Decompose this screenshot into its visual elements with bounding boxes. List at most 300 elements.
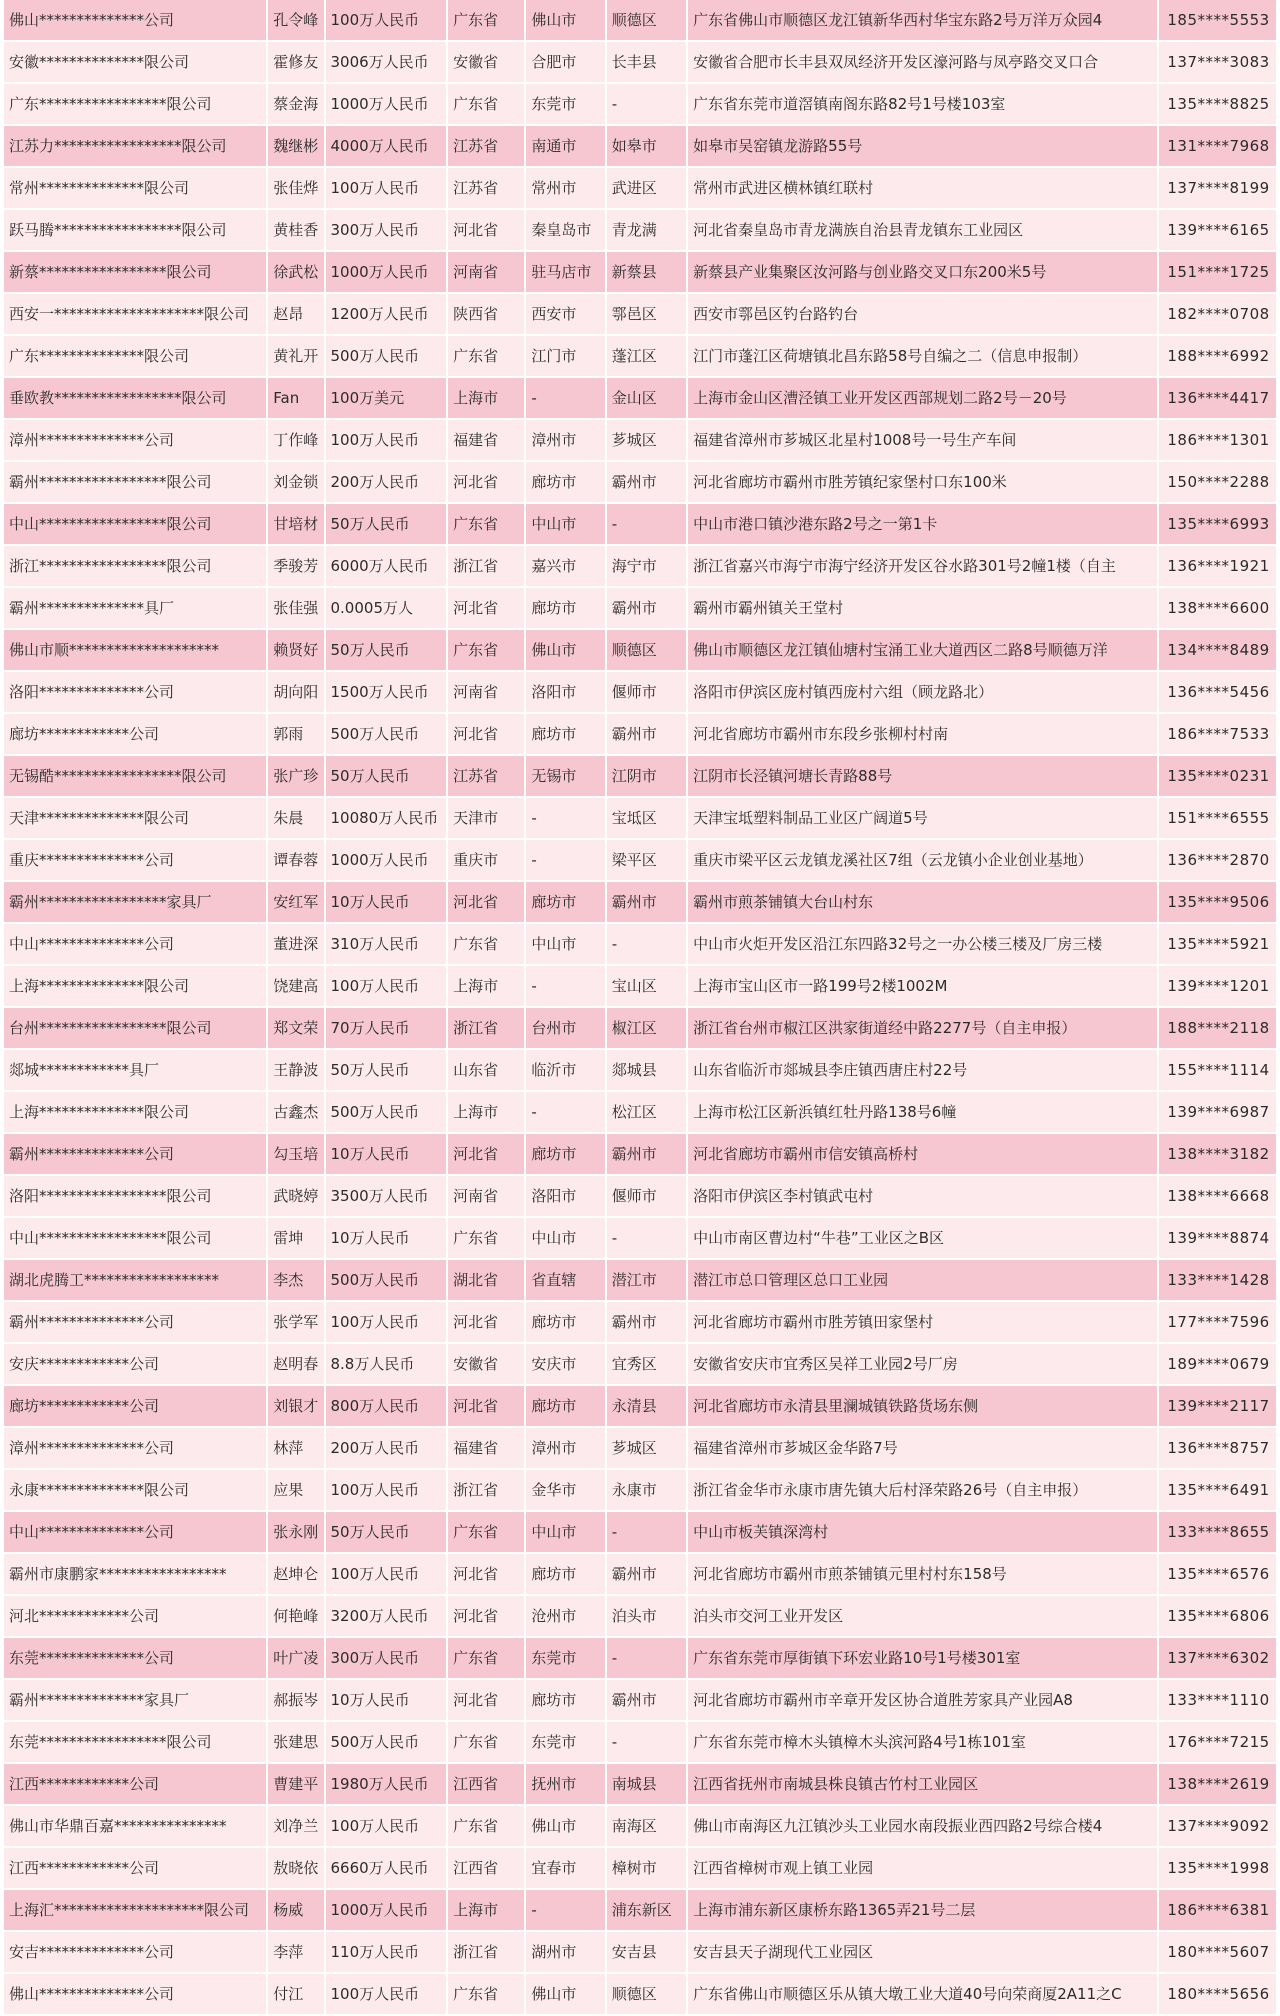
registered-capital-cell: 10万人民币 <box>326 1218 447 1260</box>
company-name-cell: 西安一********************限公司 <box>4 294 266 336</box>
company-name-cell: 洛阳**************公司 <box>4 672 266 714</box>
legal-person-cell: 赵明春 <box>268 1344 323 1386</box>
province-cell: 河北省 <box>448 1680 524 1722</box>
city-cell: 廊坊市 <box>526 882 604 924</box>
province-cell: 广东省 <box>448 924 524 966</box>
province-cell: 河北省 <box>448 1386 524 1428</box>
phone-cell: 135****6491 <box>1159 1470 1276 1512</box>
phone-cell: 139****6165 <box>1159 210 1276 252</box>
district-cell: 宝坻区 <box>607 798 686 840</box>
province-cell: 广东省 <box>448 0 524 42</box>
legal-person-cell: 董进深 <box>268 924 323 966</box>
table-row <box>4 1848 1276 1890</box>
district-cell: 鄠邑区 <box>607 294 686 336</box>
registered-capital-cell: 1000万人民币 <box>326 252 447 294</box>
legal-person-cell: 甘培材 <box>268 504 323 546</box>
table-row <box>4 1344 1276 1386</box>
registered-capital-cell: 10万人民币 <box>326 882 447 924</box>
district-cell: 泊头市 <box>607 1596 686 1638</box>
table-row <box>4 420 1276 462</box>
table-row <box>4 924 1276 966</box>
legal-person-cell: 朱晨 <box>268 798 323 840</box>
company-name-cell: 中山**************公司 <box>4 924 266 966</box>
province-cell: 河北省 <box>448 462 524 504</box>
district-cell: - <box>607 504 686 546</box>
table-row <box>4 1008 1276 1050</box>
address-cell: 西安市鄠邑区钓台路钓台 <box>688 294 1157 336</box>
province-cell: 上海市 <box>448 1092 524 1134</box>
district-cell: 潜江市 <box>607 1260 686 1302</box>
address-cell: 江西省樟树市观上镇工业园 <box>688 1848 1157 1890</box>
table-row <box>4 672 1276 714</box>
company-name-cell: 上海**************限公司 <box>4 1092 266 1134</box>
province-cell: 广东省 <box>448 1512 524 1554</box>
table-row <box>4 42 1276 84</box>
address-cell: 上海市金山区漕泾镇工业开发区西部规划二路2号－20号 <box>688 378 1157 420</box>
table-row <box>4 1974 1276 2016</box>
city-cell: 洛阳市 <box>526 672 604 714</box>
city-cell: - <box>526 1890 604 1932</box>
company-name-cell: 垂欧教*****************限公司 <box>4 378 266 420</box>
phone-cell: 182****0708 <box>1159 294 1276 336</box>
table-row <box>4 1764 1276 1806</box>
address-cell: 上海市松江区新浜镇红牡丹路138号6幢 <box>688 1092 1157 1134</box>
registered-capital-cell: 300万人民币 <box>326 1638 447 1680</box>
table-row <box>4 1722 1276 1764</box>
company-name-cell: 上海汇********************限公司 <box>4 1890 266 1932</box>
company-name-cell: 广东**************限公司 <box>4 336 266 378</box>
table-row <box>4 126 1276 168</box>
phone-cell: 138****2619 <box>1159 1764 1276 1806</box>
table-row <box>4 168 1276 210</box>
district-cell: 永康市 <box>607 1470 686 1512</box>
phone-cell: 136****2870 <box>1159 840 1276 882</box>
table-row <box>4 630 1276 672</box>
phone-cell: 151****1725 <box>1159 252 1276 294</box>
company-name-cell: 中山*****************限公司 <box>4 504 266 546</box>
table-row <box>4 1092 1276 1134</box>
table-row <box>4 1176 1276 1218</box>
city-cell: 东莞市 <box>526 1722 604 1764</box>
city-cell: 廊坊市 <box>526 1386 604 1428</box>
province-cell: 广东省 <box>448 1218 524 1260</box>
phone-cell: 138****6668 <box>1159 1176 1276 1218</box>
city-cell: 东莞市 <box>526 84 604 126</box>
province-cell: 广东省 <box>448 84 524 126</box>
registered-capital-cell: 100万人民币 <box>326 966 447 1008</box>
registered-capital-cell: 1200万人民币 <box>326 294 447 336</box>
address-cell: 中山市火炬开发区沿江东四路32号之一办公楼三楼及厂房三楼 <box>688 924 1157 966</box>
company-name-cell: 东莞**************公司 <box>4 1638 266 1680</box>
registered-capital-cell: 50万人民币 <box>326 504 447 546</box>
registered-capital-cell: 10万人民币 <box>326 1134 447 1176</box>
registered-capital-cell: 70万人民币 <box>326 1008 447 1050</box>
legal-person-cell: 李杰 <box>268 1260 323 1302</box>
registered-capital-cell: 100万人民币 <box>326 0 447 42</box>
phone-cell: 135****8825 <box>1159 84 1276 126</box>
city-cell: 抚州市 <box>526 1764 604 1806</box>
registered-capital-cell: 50万人民币 <box>326 1050 447 1092</box>
company-name-cell: 中山**************公司 <box>4 1512 266 1554</box>
company-name-cell: 重庆**************公司 <box>4 840 266 882</box>
company-table <box>2 0 1278 2016</box>
city-cell: - <box>526 798 604 840</box>
table-row <box>4 504 1276 546</box>
address-cell: 河北省廊坊市永清县里澜城镇铁路货场东侧 <box>688 1386 1157 1428</box>
legal-person-cell: 赖贤好 <box>268 630 323 672</box>
table-row <box>4 714 1276 756</box>
table-row <box>4 840 1276 882</box>
company-name-cell: 霸州**************家具厂 <box>4 1680 266 1722</box>
district-cell: 樟树市 <box>607 1848 686 1890</box>
phone-cell: 139****2117 <box>1159 1386 1276 1428</box>
district-cell: 椒江区 <box>607 1008 686 1050</box>
legal-person-cell: 蔡金海 <box>268 84 323 126</box>
company-name-cell: 河北************公司 <box>4 1596 266 1638</box>
legal-person-cell: 刘金锁 <box>268 462 323 504</box>
legal-person-cell: 曹建平 <box>268 1764 323 1806</box>
address-cell: 上海市浦东新区康桥东路1365弄21号二层 <box>688 1890 1157 1932</box>
phone-cell: 177****7596 <box>1159 1302 1276 1344</box>
province-cell: 广东省 <box>448 630 524 672</box>
legal-person-cell: 谭春蓉 <box>268 840 323 882</box>
table-row <box>4 1512 1276 1554</box>
registered-capital-cell: 1980万人民币 <box>326 1764 447 1806</box>
phone-cell: 135****1998 <box>1159 1848 1276 1890</box>
company-name-cell: 安徽**************限公司 <box>4 42 266 84</box>
registered-capital-cell: 1000万人民币 <box>326 840 447 882</box>
address-cell: 广东省东莞市厚街镇下环宏业路10号1号楼301室 <box>688 1638 1157 1680</box>
table-row <box>4 882 1276 924</box>
table-row <box>4 1386 1276 1428</box>
city-cell: 佛山市 <box>526 1806 604 1848</box>
registered-capital-cell: 1500万人民币 <box>326 672 447 714</box>
address-cell: 浙江省台州市椒江区洪家街道经中路2277号（自主申报） <box>688 1008 1157 1050</box>
phone-cell: 188****2118 <box>1159 1008 1276 1050</box>
address-cell: 山东省临沂市郯城县李庄镇西唐庄村22号 <box>688 1050 1157 1092</box>
table-row <box>4 1554 1276 1596</box>
province-cell: 浙江省 <box>448 1470 524 1512</box>
district-cell: - <box>607 924 686 966</box>
province-cell: 江西省 <box>448 1848 524 1890</box>
table-row <box>4 462 1276 504</box>
company-name-cell: 佛山市华鼎百嘉*************** <box>4 1806 266 1848</box>
company-name-cell: 上海**************限公司 <box>4 966 266 1008</box>
district-cell: 宜秀区 <box>607 1344 686 1386</box>
address-cell: 江门市蓬江区荷塘镇北昌东路58号自编之二（信息申报制） <box>688 336 1157 378</box>
address-cell: 中山市南区曹边村“牛巷”工业区之B区 <box>688 1218 1157 1260</box>
legal-person-cell: 付江 <box>268 1974 323 2016</box>
city-cell: 廊坊市 <box>526 1302 604 1344</box>
province-cell: 上海市 <box>448 966 524 1008</box>
phone-cell: 185****5553 <box>1159 0 1276 42</box>
registered-capital-cell: 100万人民币 <box>326 1470 447 1512</box>
registered-capital-cell: 100万人民币 <box>326 1806 447 1848</box>
registered-capital-cell: 3200万人民币 <box>326 1596 447 1638</box>
province-cell: 天津市 <box>448 798 524 840</box>
district-cell: 蓬江区 <box>607 336 686 378</box>
company-name-cell: 广东*****************限公司 <box>4 84 266 126</box>
province-cell: 福建省 <box>448 1428 524 1470</box>
legal-person-cell: 季骏芳 <box>268 546 323 588</box>
city-cell: 南通市 <box>526 126 604 168</box>
company-name-cell: 漳州**************公司 <box>4 1428 266 1470</box>
registered-capital-cell: 3006万人民币 <box>326 42 447 84</box>
address-cell: 浙江省嘉兴市海宁市海宁经济开发区谷水路301号2幢1楼（自主 <box>688 546 1157 588</box>
district-cell: 长丰县 <box>607 42 686 84</box>
legal-person-cell: 李萍 <box>268 1932 323 1974</box>
district-cell: 偃师市 <box>607 1176 686 1218</box>
company-name-cell: 常州**************限公司 <box>4 168 266 210</box>
phone-cell: 151****6555 <box>1159 798 1276 840</box>
company-name-cell: 东莞*****************限公司 <box>4 1722 266 1764</box>
province-cell: 上海市 <box>448 1890 524 1932</box>
registered-capital-cell: 100万人民币 <box>326 168 447 210</box>
district-cell: 霸州市 <box>607 882 686 924</box>
table-row <box>4 84 1276 126</box>
legal-person-cell: 王静波 <box>268 1050 323 1092</box>
province-cell: 山东省 <box>448 1050 524 1092</box>
province-cell: 河北省 <box>448 882 524 924</box>
address-cell: 洛阳市伊滨区庞村镇西庞村六组（顾龙路北） <box>688 672 1157 714</box>
address-cell: 重庆市梁平区云龙镇龙溪社区7组（云龙镇小企业创业基地） <box>688 840 1157 882</box>
company-name-cell: 霸州**************公司 <box>4 1302 266 1344</box>
phone-cell: 136****8757 <box>1159 1428 1276 1470</box>
phone-cell: 155****1114 <box>1159 1050 1276 1092</box>
province-cell: 江西省 <box>448 1764 524 1806</box>
phone-cell: 135****6576 <box>1159 1554 1276 1596</box>
phone-cell: 138****6600 <box>1159 588 1276 630</box>
city-cell: 廊坊市 <box>526 714 604 756</box>
district-cell: - <box>607 1512 686 1554</box>
city-cell: 金华市 <box>526 1470 604 1512</box>
legal-person-cell: 安红军 <box>268 882 323 924</box>
phone-cell: 138****3182 <box>1159 1134 1276 1176</box>
district-cell: 新蔡县 <box>607 252 686 294</box>
registered-capital-cell: 50万人民币 <box>326 630 447 672</box>
company-name-cell: 霸州**************具厂 <box>4 588 266 630</box>
legal-person-cell: 丁作峰 <box>268 420 323 462</box>
city-cell: - <box>526 966 604 1008</box>
district-cell: - <box>607 1218 686 1260</box>
city-cell: 常州市 <box>526 168 604 210</box>
address-cell: 江西省抚州市南城县株良镇古竹村工业园区 <box>688 1764 1157 1806</box>
district-cell: 梁平区 <box>607 840 686 882</box>
district-cell: - <box>607 84 686 126</box>
company-name-cell: 天津**************限公司 <box>4 798 266 840</box>
company-name-cell: 漳州**************公司 <box>4 420 266 462</box>
province-cell: 湖北省 <box>448 1260 524 1302</box>
province-cell: 河北省 <box>448 1302 524 1344</box>
table-row <box>4 252 1276 294</box>
district-cell: 海宁市 <box>607 546 686 588</box>
phone-cell: 136****4417 <box>1159 378 1276 420</box>
city-cell: - <box>526 840 604 882</box>
legal-person-cell: 黄礼开 <box>268 336 323 378</box>
province-cell: 安徽省 <box>448 1344 524 1386</box>
phone-cell: 135****6806 <box>1159 1596 1276 1638</box>
legal-person-cell: 刘银才 <box>268 1386 323 1428</box>
district-cell: 南海区 <box>607 1806 686 1848</box>
phone-cell: 137****6302 <box>1159 1638 1276 1680</box>
province-cell: 上海市 <box>448 378 524 420</box>
address-cell: 河北省秦皇岛市青龙满族自治县青龙镇东工业园区 <box>688 210 1157 252</box>
table-row <box>4 1050 1276 1092</box>
district-cell: 霸州市 <box>607 1680 686 1722</box>
registered-capital-cell: 500万人民币 <box>326 1092 447 1134</box>
province-cell: 河北省 <box>448 714 524 756</box>
legal-person-cell: Fan <box>268 378 323 420</box>
province-cell: 河北省 <box>448 1134 524 1176</box>
district-cell: 霸州市 <box>607 588 686 630</box>
registered-capital-cell: 50万人民币 <box>326 756 447 798</box>
legal-person-cell: 张佳强 <box>268 588 323 630</box>
address-cell: 常州市武进区横林镇红联村 <box>688 168 1157 210</box>
address-cell: 河北省廊坊市霸州市煎茶铺镇元里村村东158号 <box>688 1554 1157 1596</box>
legal-person-cell: 张建思 <box>268 1722 323 1764</box>
district-cell: 芗城区 <box>607 420 686 462</box>
address-cell: 潜江市总口管理区总口工业园 <box>688 1260 1157 1302</box>
legal-person-cell: 郭雨 <box>268 714 323 756</box>
registered-capital-cell: 310万人民币 <box>326 924 447 966</box>
legal-person-cell: 张学军 <box>268 1302 323 1344</box>
phone-cell: 136****5456 <box>1159 672 1276 714</box>
province-cell: 江苏省 <box>448 126 524 168</box>
city-cell: 合肥市 <box>526 42 604 84</box>
legal-person-cell: 张佳烨 <box>268 168 323 210</box>
district-cell: 青龙满 <box>607 210 686 252</box>
district-cell: - <box>607 1722 686 1764</box>
phone-cell: 133****1110 <box>1159 1680 1276 1722</box>
company-name-cell: 霸州市康鹏家***************** <box>4 1554 266 1596</box>
registered-capital-cell: 500万人民币 <box>326 1722 447 1764</box>
registered-capital-cell: 110万人民币 <box>326 1932 447 1974</box>
company-name-cell: 霸州**************公司 <box>4 1134 266 1176</box>
city-cell: 安庆市 <box>526 1344 604 1386</box>
province-cell: 河北省 <box>448 588 524 630</box>
registered-capital-cell: 100万美元 <box>326 378 447 420</box>
province-cell: 广东省 <box>448 336 524 378</box>
table-row <box>4 1134 1276 1176</box>
city-cell: - <box>526 1092 604 1134</box>
table-row <box>4 1428 1276 1470</box>
address-cell: 河北省廊坊市霸州市胜芳镇田家堡村 <box>688 1302 1157 1344</box>
province-cell: 广东省 <box>448 1722 524 1764</box>
address-cell: 安吉县天子湖现代工业园区 <box>688 1932 1157 1974</box>
company-name-cell: 浙江*****************限公司 <box>4 546 266 588</box>
city-cell: 中山市 <box>526 1512 604 1554</box>
address-cell: 江阴市长泾镇河塘长青路88号 <box>688 756 1157 798</box>
address-cell: 泊头市交河工业开发区 <box>688 1596 1157 1638</box>
district-cell: 安吉县 <box>607 1932 686 1974</box>
registered-capital-cell: 10万人民币 <box>326 1680 447 1722</box>
province-cell: 广东省 <box>448 1638 524 1680</box>
address-cell: 中山市板芙镇深湾村 <box>688 1512 1157 1554</box>
legal-person-cell: 敖晓依 <box>268 1848 323 1890</box>
address-cell: 霸州市煎茶铺镇大台山村东 <box>688 882 1157 924</box>
phone-cell: 139****6987 <box>1159 1092 1276 1134</box>
registered-capital-cell: 100万人民币 <box>326 1302 447 1344</box>
province-cell: 广东省 <box>448 1806 524 1848</box>
province-cell: 浙江省 <box>448 1008 524 1050</box>
company-name-cell: 台州*****************限公司 <box>4 1008 266 1050</box>
company-name-cell: 江西************公司 <box>4 1764 266 1806</box>
legal-person-cell: 勾玉培 <box>268 1134 323 1176</box>
phone-cell: 186****7533 <box>1159 714 1276 756</box>
address-cell: 佛山市顺德区龙江镇仙塘村宝涌工业大道西区二路8号顺德万洋 <box>688 630 1157 672</box>
legal-person-cell: 黄桂香 <box>268 210 323 252</box>
district-cell: 江阴市 <box>607 756 686 798</box>
city-cell: 中山市 <box>526 924 604 966</box>
province-cell: 江苏省 <box>448 756 524 798</box>
registered-capital-cell: 200万人民币 <box>326 462 447 504</box>
city-cell: 廊坊市 <box>526 588 604 630</box>
legal-person-cell: 杨威 <box>268 1890 323 1932</box>
registered-capital-cell: 100万人民币 <box>326 1554 447 1596</box>
district-cell: 永清县 <box>607 1386 686 1428</box>
city-cell: 中山市 <box>526 1218 604 1260</box>
registered-capital-cell: 1000万人民币 <box>326 1890 447 1932</box>
address-cell: 霸州市霸州镇关王堂村 <box>688 588 1157 630</box>
province-cell: 安徽省 <box>448 42 524 84</box>
phone-cell: 139****1201 <box>1159 966 1276 1008</box>
city-cell: 省直辖 <box>526 1260 604 1302</box>
phone-cell: 188****6992 <box>1159 336 1276 378</box>
phone-cell: 176****7215 <box>1159 1722 1276 1764</box>
registered-capital-cell: 0.0005万人 <box>326 588 447 630</box>
city-cell: 中山市 <box>526 504 604 546</box>
province-cell: 河南省 <box>448 672 524 714</box>
city-cell: 宜春市 <box>526 1848 604 1890</box>
phone-cell: 134****8489 <box>1159 630 1276 672</box>
registered-capital-cell: 10080万人民币 <box>326 798 447 840</box>
city-cell: 佛山市 <box>526 630 604 672</box>
district-cell: 霸州市 <box>607 714 686 756</box>
phone-cell: 186****1301 <box>1159 420 1276 462</box>
legal-person-cell: 胡向阳 <box>268 672 323 714</box>
registered-capital-cell: 100万人民币 <box>326 1974 447 2016</box>
district-cell: 松江区 <box>607 1092 686 1134</box>
district-cell: 顺德区 <box>607 0 686 42</box>
city-cell: 沧州市 <box>526 1596 604 1638</box>
phone-cell: 137****9092 <box>1159 1806 1276 1848</box>
legal-person-cell: 武晓婷 <box>268 1176 323 1218</box>
company-name-cell: 佛山**************公司 <box>4 0 266 42</box>
address-cell: 安徽省安庆市宜秀区吴祥工业园2号厂房 <box>688 1344 1157 1386</box>
registered-capital-cell: 3500万人民币 <box>326 1176 447 1218</box>
city-cell: 江门市 <box>526 336 604 378</box>
province-cell: 河南省 <box>448 252 524 294</box>
address-cell: 天津宝坻塑料制品工业区广阔道5号 <box>688 798 1157 840</box>
company-name-cell: 郯城************具厂 <box>4 1050 266 1092</box>
district-cell: 顺德区 <box>607 630 686 672</box>
district-cell: 芗城区 <box>607 1428 686 1470</box>
address-cell: 河北省廊坊市霸州市信安镇高桥村 <box>688 1134 1157 1176</box>
phone-cell: 135****5921 <box>1159 924 1276 966</box>
table-row <box>4 1638 1276 1680</box>
phone-cell: 180****5656 <box>1159 1974 1276 2016</box>
legal-person-cell: 刘净兰 <box>268 1806 323 1848</box>
city-cell: 东莞市 <box>526 1638 604 1680</box>
table-row <box>4 1596 1276 1638</box>
district-cell: 武进区 <box>607 168 686 210</box>
legal-person-cell: 林萍 <box>268 1428 323 1470</box>
legal-person-cell: 张永刚 <box>268 1512 323 1554</box>
table-row <box>4 378 1276 420</box>
registered-capital-cell: 1000万人民币 <box>326 84 447 126</box>
address-cell: 福建省漳州市芗城区北星村1008号一号生产车间 <box>688 420 1157 462</box>
phone-cell: 137****3083 <box>1159 42 1276 84</box>
